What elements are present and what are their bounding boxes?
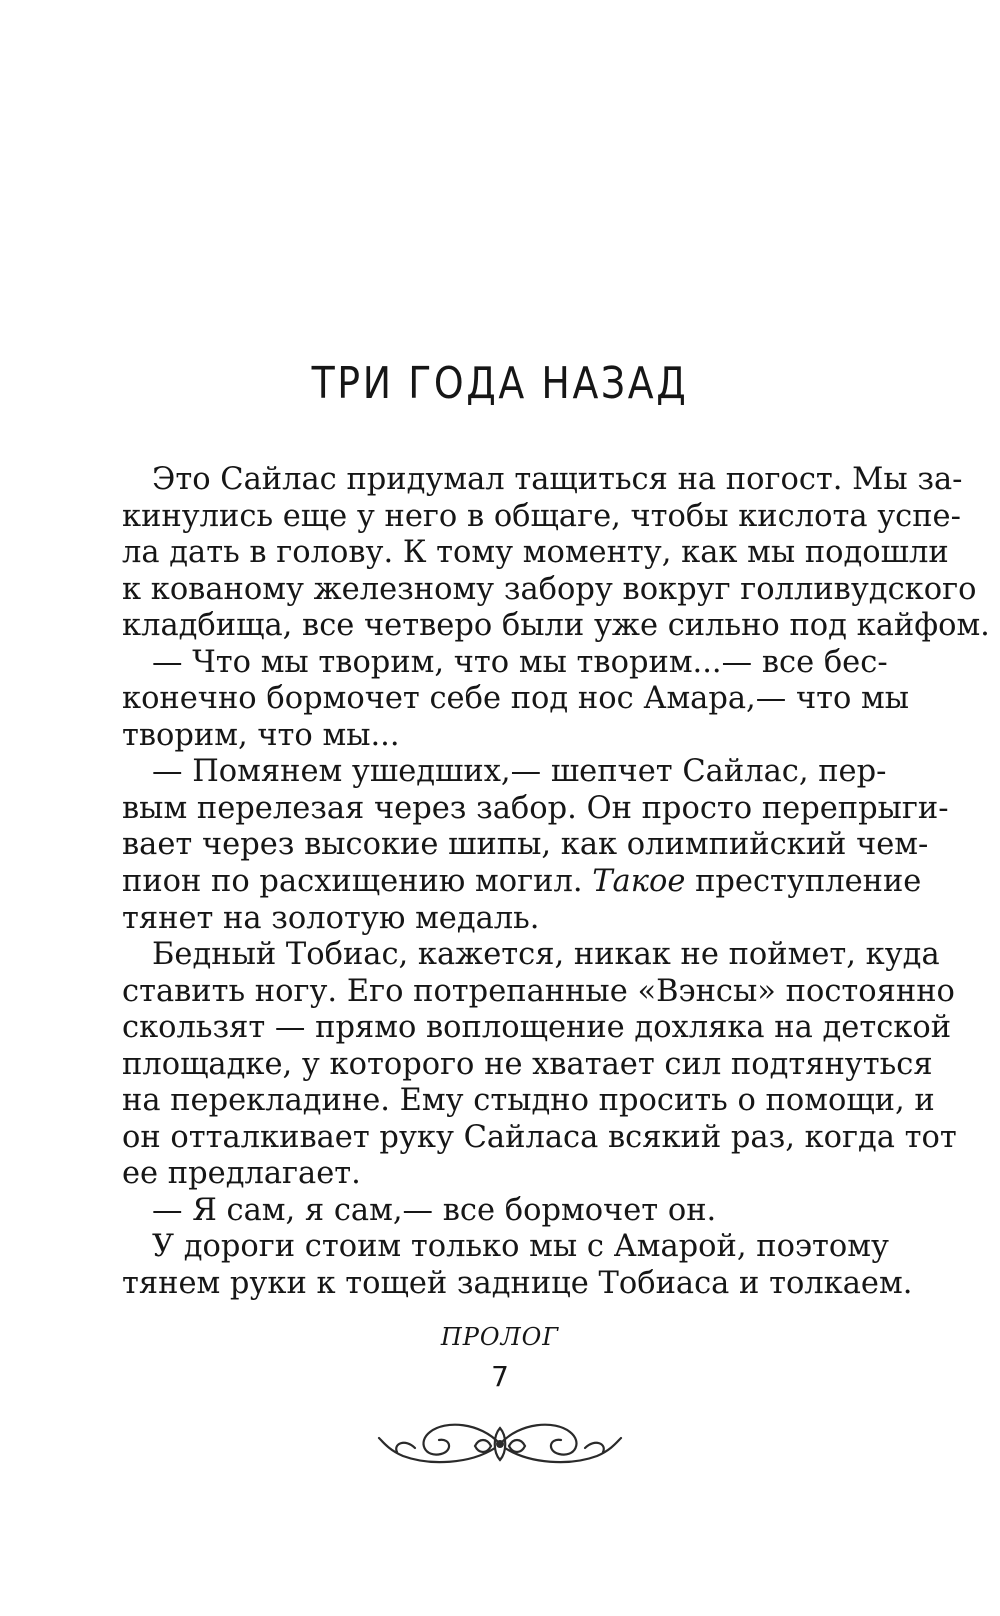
text-line: на перекладине. Ему стыдно просить о помощи, и [122, 1083, 935, 1119]
body-text [122, 462, 990, 1303]
page-number: 7 [491, 1360, 509, 1393]
text-line: он отталкивает руку Сайласа всякий раз, когда тот [122, 1119, 957, 1155]
text-line: — Я сам, я сам,— все бормочет он. [152, 1192, 717, 1228]
text-line: ла дать в голову. К тому моменту, как мы подошли [122, 535, 949, 571]
text-line: вым перелезая через забор. Он просто перепрыги- [122, 790, 949, 826]
emphasized-word: Такое [592, 864, 686, 900]
text-line: — Помянем ушедших,— шепчет Сайлас, пер- [152, 754, 887, 790]
text-line: кладбища, все четверо были уже сильно под кайфом. [122, 608, 990, 644]
running-footer-label: ПРОЛОГ [440, 1323, 560, 1351]
text-line: У дороги стоим только мы с Амарой, поэтому [152, 1229, 889, 1265]
text-line: пион по расхищению могил. Такое преступление [122, 864, 922, 900]
text-line: ставить ногу. Его потрепанные «Вэнсы» постоянно [122, 973, 955, 1009]
decorative-flourish-icon [375, 1408, 625, 1478]
text-line: тянем руки к тощей заднице Тобиаса и толкаем. [122, 1266, 913, 1302]
text-line: творим, что мы... [122, 717, 400, 753]
text-line: кинулись еще у него в общаге, чтобы кислота успе- [122, 498, 961, 534]
chapter-title: ТРИ ГОДА НАЗАД [311, 358, 689, 409]
text-line: ее предлагает. [122, 1156, 361, 1192]
text-line: скользят — прямо воплощение дохляка на детской [122, 1010, 952, 1046]
text-line: к кованому железному забору вокруг голливудского [122, 571, 977, 607]
text-line: тянет на золотую медаль. [122, 900, 540, 936]
text-line: Бедный Тобиас, кажется, никак не поймет, куда [152, 937, 940, 973]
text-line: — Что мы творим, что мы творим...— все бес- [152, 644, 888, 680]
text-line: площадке, у которого не хватает сил подтянуться [122, 1046, 933, 1082]
text-line: вает через высокие шипы, как олимпийский чем- [122, 827, 929, 863]
text-line: Это Сайлас придумал тащиться на погост. Мы за- [152, 462, 963, 497]
text-line: конечно бормочет себе под нос Амара,— что мы [122, 681, 910, 717]
